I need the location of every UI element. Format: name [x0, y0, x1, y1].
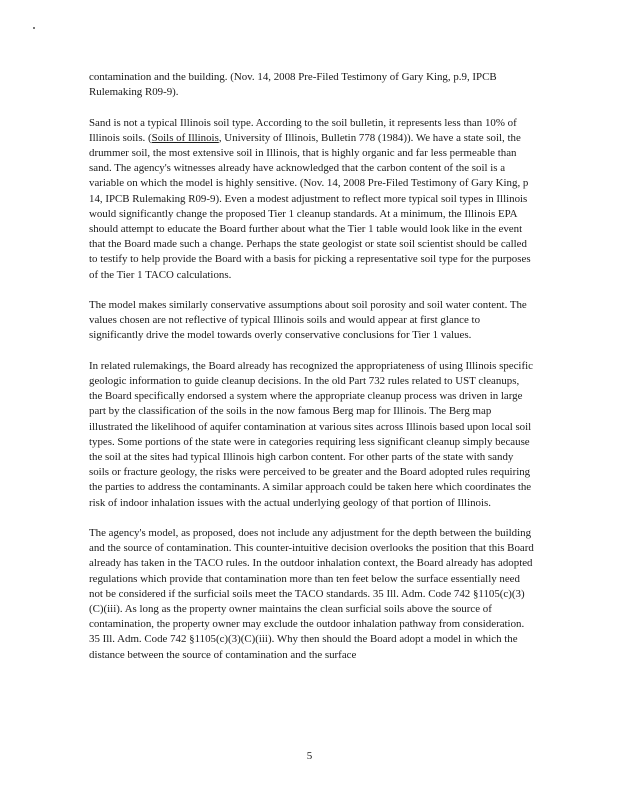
paragraph-soil-porosity: The model makes similarly conservative assumptions about soil porosity and soil water content. The values chosen are not reflective of typical Illinois soils and would appear at first glance to significantly drive the model towards overly conservative conclusions for Tier 1 values.: [89, 299, 527, 342]
soils-of-illinois-title: Soils of Illinois: [151, 131, 219, 144]
paragraph-related-rulemakings: In related rulemakings, the Board already has recognized the appropriateness of using Illinois specific geologic information to guide cleanup decisions. In the old Part 732 rules related to UST cleanups, the Board specifically endorsed a system where the appropriate cleanup process was driven in large part by the classification of the soils in the now famous Berg map for Illinois. The Berg map illustrated the likelihood of aquifer contamination at various sites across Illinois based upon local soil types. Some portions of the state were in categories requiring less significant cleanup simply because the soil at the sites had typical Illinois high carbon content. For other parts of the state with sandy soils or fracture geology, the risks were perceived to be greater and the Board adopted rules requiring the parties to address the contaminants. A similar approach could be taken here which coordinates the risk of indoor inhalation issues with the actual underlying geology of that portion of Illinois.: [89, 359, 533, 509]
page-number: 5: [306, 750, 313, 762]
document-body: [89, 70, 535, 663]
paragraph-soil-type: [89, 116, 535, 283]
scan-speck: [33, 27, 35, 29]
paragraph-soil-type-lead: Sand is not a typical Illinois soil type. According to the soil bulletin, it represents less than 10% of Illinois soils. (: [89, 116, 517, 144]
paragraph-depth-adjustment: The agency's model, as proposed, does not include any adjustment for the depth between the building and the source of contamination. This counter-intuitive decision overlooks the position that this Board already has taken in the TACO rules. In the outdoor inhalation context, the Board already has adopted regulations which provide that contamination more than ten feet below the surface essentially need not be considered if the surficial soils meet the TACO standards. 35 Ill. Adm. Code 742 §1105(c)(3)(C)(iii). As long as the property owner maintains the clean surficial soils above the source of contamination, the property owner may exclude the outdoor inhalation pathway from consideration. 35 Ill. Adm. Code 742 §1105(c)(3)(C)(iii). Why then should the Board adopt a model in which the distance between the source of contamination and the surface: [89, 527, 534, 661]
paragraph-soil-type-rest: , University of Illinois, Bulletin 778 (1984)). We have a state soil, the drummer soil, the most extensive soil in Illinois, that is highly organic and far less permeable than sand. The agency's witnesses already have acknowledged that the carbon content of the soil is a variable on which the model is highly sensitive. (Nov. 14, 2008 Pre-Filed Testimony of Gary King, p 14, IPCB Rulemaking R09-9). Even a modest adjustment to reflect more typical soil types in Illinois would significantly change the proposed Tier 1 cleanup standards. At a minimum, the Illinois EPA should attempt to educate the Board further about what the Tier 1 table would look like in the event that the Board made such a change. Perhaps the state geologist or state soil scientist should be called to testify to help provide the Board with a basis for picking a representative soil type for the purposes of the Tier 1 TACO calculations.: [89, 131, 531, 281]
paragraph-testimony-citation: contamination and the building. (Nov. 14, 2008 Pre-Filed Testimony of Gary King, p.9, IPCB Rulemaking R09-9).: [89, 71, 497, 99]
